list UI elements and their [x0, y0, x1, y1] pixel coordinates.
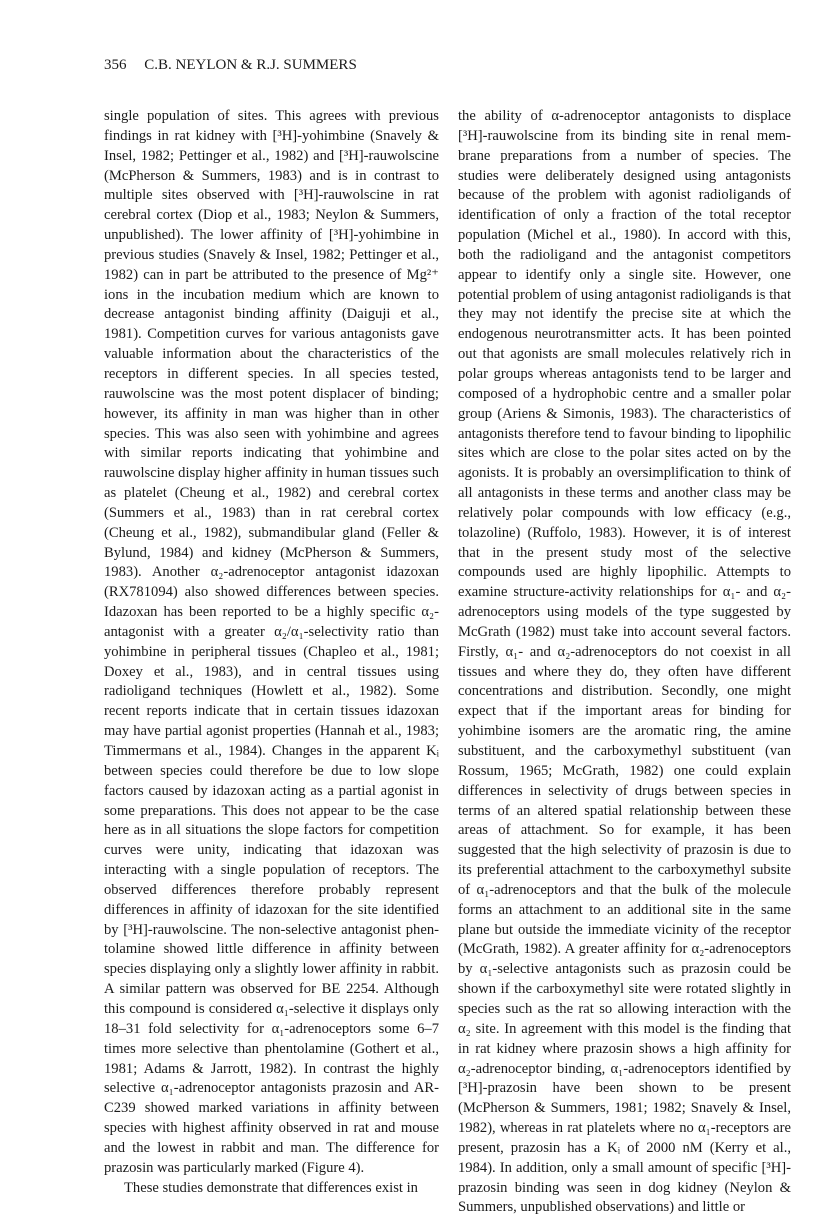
- left-paragraph-2: These studies demonstrate that differences exist in: [124, 1179, 418, 1196]
- page-number: 356: [104, 57, 127, 73]
- left-column: [104, 107, 439, 1198]
- running-head: [104, 57, 357, 74]
- running-head-authors: C.B. NEYLON & R.J. SUMMERS: [144, 57, 357, 73]
- right-column: [458, 107, 791, 1218]
- left-paragraph-1: single population of sites. This agrees with previous findings in rat kidney with [³H]-yohimbine (Snavely & Insel, 1982; Pettinger et al., 1982) and [³H]-rauwolscine (McPherson & Summers, 1983) and is in contrast to multiple sites observed with [³H]-rauwolscine in rat cerebral cortex (Diop et al., 1983; Neylon & Summers, unpublished). The lower affinity of [³H]-yohimbine in previous studies (Snavely & Insel, 1982; Pettinger et al., 1982) can in part be attributed to the presence of Mg²⁺ ions in the incubation medium which are known to decrease antagonist binding affinity (Daiguji et al., 1981). Competition curves for various antagonists gave valuable information about the characteristics of the receptors in different species. In all species tested, rauwolscine was the most potent displacer of binding; however, its affinity in man was higher than in other species. This was also seen with yohimbine and agrees with similar reports indicating that yohimbine and rauwolscine display higher affinity in human tissues such as platelet (Cheung et al., 1982) and cerebral cortex (Summers et al., 1983) than in rat cerebral cortex (Cheung et al., 1982), submandibular gland (Feller & Bylund, 1984) and kidney (McPherson & Summers, 1983). Another α₂-adrenoceptor antagonist idazoxan (RX781094) also showed differences between species. Idazoxan has been reported to be a highly specific α₂-antagonist with a greater α₂/α₁-selectivity ratio than yohimbine in peripheral tissues (Chapleo et al., 1981; Doxey et al., 1983), and in central tissues using radioligand techniques (Howlett et al., 1982). Some recent reports indicate that in certain tissues idazoxan may have partial agonist properties (Hannah et al., 1983; Timmermans et al., 1984). Changes in the apparent Kᵢ between species could therefore be due to low slope factors caused by idazoxan acting as a partial agonist in some preparations. This does not appear to be the case here as in all situations the slope factors for competition curves were unity, indicating that idazoxan was interacting with a single population of receptors. The observed differences therefore probably represent differences in affinity of idazoxan for the site identified by [³H]-rauwolscine. The non-selective antagonist phentolamine showed little difference in affinity between species displaying only a slightly lower affinity in rabbit. A similar pattern was observed for BE 2254. Although this compound is considered α₁-selective it displays only 18–31 fold selectivity for α₁-adrenoceptors some 6–7 times more selective than phentolamine (Gothert et al., 1981; Adams & Jarrott, 1982). In contrast the highly selective α₁-adrenoceptor antagonists prazosin and AR-C239 showed marked variations in affinity between species with highest affinity observed in rat and mouse and the lowest in rabbit and man. The difference for prazosin was particularly marked (Figure 4).: [104, 108, 439, 1176]
- right-paragraph-1: the ability of α-adrenoceptor antagonists to displace [³H]-rauwolscine from its binding site in renal membrane preparations from a number of species. The studies were deliberately designed using antagonists because of the problem with agonist radioligands of identification of only a fraction of the total receptor population (Michel et al., 1980). In accord with this, both the radioligand and the antagonist competitors appear to identify only a single site. However, one potential problem of using antagonist radioligands is that they may not identify the precise site at which the endogenous neurotransmitter acts. It has been pointed out that agonists are small molecules relatively rich in polar groups whereas antagonists tend to be larger and composed of a hydrophobic centre and a smaller polar group (Ariens & Simonis, 1983). The characteristics of antagonists therefore tend to favour binding to lipophilic sites which are close to the polar sites acted on by the agonists. It is probably an oversimplification to think of all antagonists in these terms and another class may be relatively polar compounds with low efficacy (e.g., tolazoline) (Ruffolo, 1983). However, it is of interest that in the present study most of the selective compounds used are highly lipophilic. Attempts to examine structure-activity relationships for α₁- and α₂-adrenoceptors using models of the type suggested by McGrath (1982) must take into account several factors. Firstly, α₁- and α₂-adrenoceptors do not coexist in all tissues and where they do, they often have different concentrations and distribution. Secondly, one might expect that if the important areas for binding for yohimbine isomers are the aromatic ring, the amine substituent, and the carboxymethyl substituent (van Rossum, 1965; McGrath, 1982) one could explain differences in selectivity of drugs between species in terms of an altered spatial relationship between these areas of attachment. So for example, it has been suggested that the high selectivity of prazosin is due to its preferential attachment to the carboxymethyl subsite of α₁-adrenoceptors and that the bulk of the molecule forms an attachment to an additional site in the same plane but outside the immediate vicinity of the receptor (McGrath, 1982). A greater affinity for α₂-adrenoceptors by α₁-selective antagonists such as prazosin could be shown if the carboxymethyl site were rotated slightly in species such as the rat so allowing interaction with the α₂ site. In agreement with this model is the finding that in rat kidney where prazosin shows a high affinity for α₂-adrenoceptor binding, α₁-adrenoceptors identified by [³H]-prazosin have been shown to be present (McPherson & Summers, 1981; 1982; Snavely & Insel, 1982), whereas in rat platelets where no α₁-receptors are present, prazosin has a Kᵢ of 2000 nM (Kerry et al., 1984). In addition, only a small amount of specific [³H]-prazosin binding was seen in dog kidney (Neylon & Summers, unpublished observations) and little or: [458, 108, 791, 1216]
